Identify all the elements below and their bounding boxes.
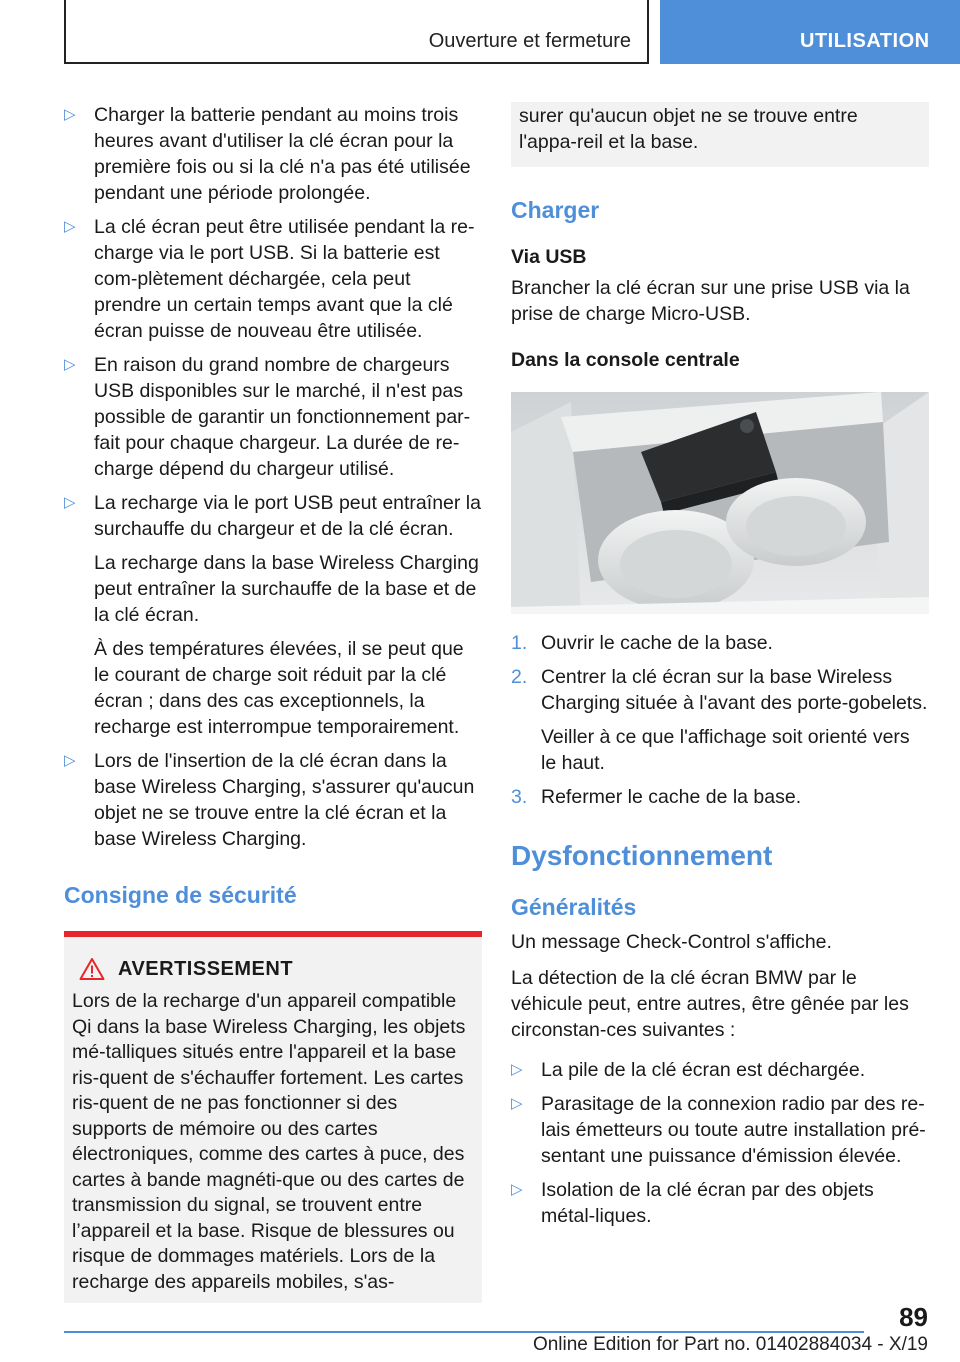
list-item: ▷ Lors de l'insertion de la clé écran dans la base Wireless Charging, s'assurer qu'aucun objet ne se trouve entre la clé écran et la base Wireless Charging. bbox=[64, 750, 475, 850]
bullet-triangle-icon: ▷ bbox=[511, 1095, 523, 1112]
malfunction-para-2: La détection de la clé écran BMW par le véhicule peut, entre autres, être gênée par les circonstan‐ces suivantes : bbox=[511, 967, 909, 1041]
usb-heading: Via USB bbox=[511, 246, 587, 268]
list-item: ▷ La pile de la clé écran est déchargée. bbox=[511, 1059, 866, 1081]
bullet-triangle-icon: ▷ bbox=[64, 218, 76, 235]
warning-continuation: surer qu'aucun objet ne se trouve entre l'appa‐reil et la base. bbox=[511, 102, 929, 167]
warning-box bbox=[64, 931, 482, 1303]
bullet-triangle-icon: ▷ bbox=[64, 494, 76, 511]
step-item: 3. Refermer le cache de la base. bbox=[511, 786, 802, 808]
bullet-triangle-icon: ▷ bbox=[64, 356, 76, 373]
step-item: 1. Ouvrir le cache de la base. bbox=[511, 632, 773, 654]
bullet-triangle-icon: ▷ bbox=[511, 1061, 523, 1078]
footer-edition-text: Online Edition for Part no. 01402884034 - X/19 bbox=[532, 1334, 928, 1355]
header-section-tab bbox=[660, 0, 960, 64]
chapter-title: Ouverture et fermeture bbox=[428, 30, 631, 52]
section-title: UTILISATION bbox=[800, 30, 930, 52]
console-heading: Dans la console centrale bbox=[511, 349, 740, 371]
right-column bbox=[511, 102, 929, 1237]
malfunction-para-1: Un message Check-Control s'affiche. bbox=[511, 931, 832, 953]
warning-triangle-icon bbox=[72, 957, 112, 981]
step-number: 2. bbox=[511, 666, 528, 688]
general-heading: Généralités bbox=[511, 894, 637, 920]
bullet-triangle-icon: ▷ bbox=[64, 106, 76, 123]
center-console-photo bbox=[511, 392, 929, 614]
list-item: ▷ En raison du grand nombre de chargeurs USB disponibles sur le marché, il n'est pas possible de garantir un fonctionnement par‐fait pour chaque chargeur. La durée de re‐charge dépend du chargeur utilisé. bbox=[64, 354, 471, 480]
page-number: 89 bbox=[899, 1302, 928, 1332]
left-column bbox=[64, 102, 482, 1303]
list-item: ▷ Isolation de la clé écran par des objets métal‐liques. bbox=[511, 1179, 874, 1227]
safety-heading: Consigne de sécurité bbox=[64, 882, 297, 908]
warning-text: Lors de la recharge d'un appareil compatible Qi dans la base Wireless Charging, les objets mé‐talliques situés entre l'appareil et la base ris‐quent de s'échauffer fortement. Les cartes ris‐quent de ne pas fonctionner si des supports de mémoire ou des cartes électroniques, comme des cartes à puce, des cartes à bande magnéti‐que ou des cartes de transmission du signal, se trouvent entre l’appareil et la base. Risque de blessures ou risque de dommages matériels. Lors de la recharge des appareils mobiles, s'as‐ bbox=[72, 990, 466, 1293]
bullet-triangle-icon: ▷ bbox=[64, 752, 76, 769]
footer-divider bbox=[64, 1331, 864, 1333]
warning-title: AVERTISSEMENT bbox=[118, 957, 294, 980]
malfunction-heading: Dysfonctionnement bbox=[511, 840, 773, 871]
bullet-triangle-icon: ▷ bbox=[511, 1181, 523, 1198]
warning-header bbox=[72, 957, 474, 981]
step-number: 3. bbox=[511, 786, 528, 808]
list-item: ▷ La recharge via le port USB peut entraîner la surchauffe du chargeur et de la clé écran. La recharge dans la base Wireless Charging peut entraîner la surchauffe de la base et de la clé écran. À des températures élevées, il se peut que le courant de charge soit réduit par la clé écran ; dans des cas exceptionnels, la recharge est interrompue temporairement. bbox=[64, 492, 481, 738]
step-number: 1. bbox=[511, 632, 528, 654]
usb-text: Brancher la clé écran sur une prise USB via la prise de charge Micro-USB. bbox=[511, 277, 910, 325]
list-item: ▷ Parasitage de la connexion radio par des re‐lais émetteurs ou toute autre installation pré‐sentant une puissance d'émission élevée. bbox=[511, 1093, 926, 1167]
step-item: 2. Centrer la clé écran sur la base Wireless Charging située à l'avant des porte-gobelets. Veiller à ce que l'affichage soit orienté vers le haut. bbox=[511, 666, 928, 774]
list-item: ▷ La clé écran peut être utilisée pendant la re‐charge via le port USB. Si la batterie est com‐plètement déchargée, cela peut prendre un certain temps avant que la clé écran puisse de nouveau être utilisée. bbox=[64, 216, 475, 342]
list-item: ▷ Charger la batterie pendant au moins trois heures avant d'utiliser la clé écran pour la première fois ou si la clé n'a pas été utilisée pendant une période prolongée. bbox=[64, 104, 471, 204]
header-chapter-box bbox=[64, 0, 649, 64]
charger-heading: Charger bbox=[511, 197, 600, 223]
